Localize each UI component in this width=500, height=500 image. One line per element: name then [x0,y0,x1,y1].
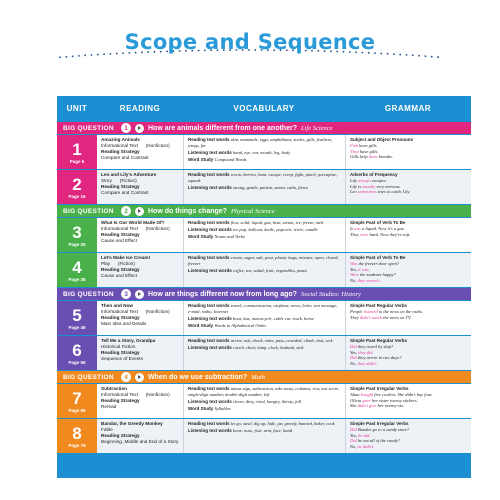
vocabulary-label: Reading text words [188,255,230,260]
grammar-cell [345,253,471,287]
vocabulary-words: hand, eye, ear, mouth, leg, body [233,149,291,155]
reading-cell [97,253,183,287]
vocabulary-words: flow, solid, liquid, gas, heat, steam, ice, freeze, melt [230,220,324,225]
grammar-title: Simple Past Irregular Verbs [350,421,409,426]
grammar-highlight: Fish [350,142,359,148]
vocabulary-label: Listening text words [188,398,232,404]
grammar-text: very nervous. [375,183,401,189]
unit-row [57,253,471,287]
unit-page: Page 36 [68,276,86,282]
vocabulary-line [188,255,342,266]
reading-strategy: Cause and Effect [101,237,137,243]
reading-title: Subtraction [101,386,128,391]
header-vocabulary: VOCABULARY [233,103,295,113]
vocabulary-words: Words in Alphabetical Order [214,322,267,328]
vocabulary-line [188,323,342,329]
reading-strategy: Sequence of Events [101,355,143,361]
vocabulary-label: Word Study [188,322,214,328]
big-question-number: 2 [121,206,131,216]
reading-title: Tell Me a Story, Grandpa [101,338,156,343]
vocabulary-words: boat, bus, motorcycle, cable car, truck, horse [233,315,314,321]
vocabulary-words: arrive, ask, check, enter, pass, crowded, climb, visit, sick [230,338,333,343]
arc-dot [65,56,67,58]
grammar-text: Yes, [350,266,359,272]
vocabulary-label: Reading text words [188,303,230,308]
vocabulary-label: Listening text words [188,149,232,155]
grammar-cell [345,170,471,204]
vocabulary-line [188,157,342,163]
grammar-highlight: They [350,148,359,154]
big-question-text: How are animals different from one another? [148,124,297,132]
grammar-example [350,154,468,160]
grammar-text: have gills. [358,142,378,148]
grammar-example [350,361,468,367]
grammar-text: the freezer door open? [357,260,400,266]
unit-number-cell [57,135,97,169]
vocabulary-words: Syllables [214,405,231,411]
unit-number-cell [57,419,97,453]
grammar-text: People [350,308,364,314]
grammar-highlight: Were [350,272,359,278]
vocabulary-cell [183,301,345,335]
play-icon[interactable] [135,290,144,299]
vocabulary-label: Reading text words [188,421,230,426]
header-reading: READING [119,103,161,113]
grammar-highlight: always [358,177,371,183]
big-question-bar [57,122,471,134]
vocabulary-words: Nouns and Verbs [214,234,245,240]
grammar-highlight: sometimes [357,189,377,195]
grammar-text: Yes, [350,349,359,355]
big-question-subject: Physical Science [230,207,275,215]
reading-strategy-label: Reading Strategy [101,183,140,189]
grammar-highlight: were [359,231,369,237]
reading-strategy-label: Reading Strategy [101,266,140,272]
arc-dot [425,55,427,57]
big-question-label: BIG QUESTION [63,373,114,381]
reading-strategy-label: Reading Strategy [101,432,140,438]
vocabulary-words: strong, gentle, patient, smart, calm, fierce [233,184,309,190]
grammar-highlight: gave [362,397,371,403]
vocabulary-words: let go, steal, dig up, hide, jar, greedy, banned, baker, cook [230,421,335,426]
grammar-cell [345,336,471,370]
unit-number: 8 [72,423,82,443]
vocabulary-line [188,406,342,412]
vocabulary-label: Reading text words [188,172,230,177]
big-question-bar [57,371,471,383]
vocabulary-line [188,316,342,322]
grammar-title: Simple Past Regular Verbs [350,303,408,308]
reading-strategy-label: Reading Strategy [101,314,140,320]
grammar-text: have gills. [358,148,379,154]
vocabulary-cell [183,384,345,418]
reading-genre: Play (Fiction) [101,260,135,266]
reading-genre: Informational Text (Nonfiction) [101,308,170,314]
play-icon[interactable] [135,373,144,382]
reading-cell [97,135,183,169]
play-icon[interactable] [135,124,144,133]
vocabulary-label: Listening text words [188,345,232,351]
vocabulary-words: bone, nose, foot, arm, face, hand [233,428,293,434]
vocabulary-line [188,150,342,156]
vocabulary-label: Word Study [188,405,214,411]
arc-dot [412,54,414,56]
page-title: Scope and Sequence [124,30,376,54]
grammar-cell [345,419,471,453]
vocabulary-words: cream, sugar, salt, pour, plastic bags, mixture, open, closed, freezer [188,255,339,266]
reading-strategy-label: Reading Strategy [101,397,140,403]
reading-genre: Historical Fiction [101,343,136,349]
grammar-text: Alma [350,391,361,397]
grammar-highlight: didn't give [357,403,377,409]
grammar-highlight: he did. [358,432,371,438]
arc-dot [418,55,420,57]
grammar-highlight: they didn't. [357,361,378,367]
arc-dot [84,55,86,57]
grammar-highlight: he didn't. [357,444,375,450]
big-question-bar [57,288,471,300]
grammar-text: Lily is [350,183,363,189]
unit-number: 4 [72,257,82,277]
reading-strategy-label: Reading Strategy [101,148,140,154]
grammar-title: Subject and Object Pronouns [350,137,414,142]
grammar-text: escapes. [370,177,387,183]
grammar-text: hard. Now they're soft. [368,231,411,237]
unit-page: Page 46 [68,324,86,330]
grammar-text: five cookies. She didn't buy four. [373,391,433,397]
grammar-highlight: was [353,225,361,231]
vocabulary-words: coffee, tea, salad, fruit, vegetables, pasta [233,267,307,273]
vocabulary-line [188,234,342,240]
grammar-text: Olivia [350,397,363,403]
unit-number-cell [57,218,97,252]
vocabulary-label: Reading text words [188,220,230,225]
table-header [57,96,471,120]
big-question-number: 1 [121,123,131,133]
unit-page: Page 66 [68,407,86,413]
reading-strategy: Reread [101,403,117,409]
unit-number-cell [57,253,97,287]
reading-cell [97,384,183,418]
unit-page: Page 16 [68,193,86,199]
reading-strategy: Compare and Contrast [101,154,149,160]
reading-genre: Informational Text (Nonfiction) [101,142,170,148]
reading-title: Leo and Lily's Adventure [101,172,157,177]
big-question-label: BIG QUESTION [63,124,114,132]
grammar-text: They [350,314,360,320]
reading-strategy: Main Idea and Details [101,320,147,326]
vocabulary-cell [183,336,345,370]
reading-strategy-label: Reading Strategy [101,231,140,237]
header-grammar: GRAMMAR [384,103,432,113]
vocabulary-cell [183,170,345,204]
play-icon[interactable] [135,207,144,216]
grammar-cell [345,301,471,335]
arc-dot [406,54,408,56]
grammar-highlight: usually [362,183,376,189]
grammar-highlight: they weren't. [357,278,381,284]
vocabulary-line [188,220,342,226]
reading-cell [97,301,183,335]
grammar-highlight: didn't watch [359,314,382,320]
vocabulary-label: Reading text words [188,137,230,142]
grammar-highlight: it was. [358,266,370,272]
grammar-cell [345,135,471,169]
big-question-subject: Life Science [300,124,333,132]
grammar-example [350,232,468,238]
vocabulary-words: couch, chair, lamp, clock, bathtub, sink [233,345,304,351]
grammar-text: No, [350,361,358,367]
unit-number: 1 [72,139,82,159]
reading-title: Amazing Animals [101,137,140,142]
grammar-highlight: Did [350,438,357,444]
grammar-cell [345,218,471,252]
grammar-highlight: they did. [358,349,374,355]
big-question-text: How are things different now from long ago? [148,290,297,298]
vocabulary-label: Listening text words [188,428,232,434]
grammar-text: No, [350,278,358,284]
unit-number: 7 [72,388,82,408]
vocabulary-words: minus sign, subtraction, take away, columns, row, test score, single-digit number, double-digit number, left [188,386,340,397]
vocabulary-cell [183,419,345,453]
unit-number-cell [57,301,97,335]
grammar-text: It [350,225,354,231]
vocabulary-cell [183,218,345,252]
grammar-title: Simple Past of Verb To Be [350,220,406,225]
grammar-text: they arrive in two days? [356,355,402,361]
unit-page: Page 56 [68,359,86,365]
reading-title: Bandar, the Greedy Monkey [101,421,163,426]
big-question-number: 3 [121,289,131,299]
unit-row [57,170,471,204]
vocabulary-cell [183,253,345,287]
grammar-text: her twenty-six. [376,403,405,409]
vocabulary-label: Reading text words [188,386,230,391]
big-question-bar [57,205,471,217]
grammar-highlight: Did [350,355,357,361]
grammar-text: Bandar go to a candy store? [356,426,410,432]
vocabulary-words: Compound Words [214,156,247,162]
grammar-example [350,315,468,321]
reading-strategy: Beginning, Middle and End of a Story [101,438,179,444]
grammar-title: Simple Past of Verb To Be [350,255,406,260]
big-question-text: When do we use subtraction? [148,373,248,381]
grammar-text: the students happy? [358,272,396,278]
vocabulary-label: Word Study [188,156,214,162]
grammar-text: tries to catch Lily. [376,189,411,195]
reading-genre: Fable [101,426,113,432]
grammar-text: her sister twenty stickers. [370,397,418,403]
grammar-text: the news on TV. [381,314,412,320]
grammar-text: a liquid. Now it's a gas. [360,225,405,231]
big-question-subject: Math [251,373,265,381]
grammar-highlight: Did [350,426,357,432]
grammar-title: Adverbs of Frequency [350,172,398,177]
vocabulary-line [188,345,342,351]
grammar-text: Gills help [350,154,369,160]
grammar-example [350,189,468,195]
unit-number: 2 [72,174,82,194]
grammar-text: Yes, [350,432,359,438]
vocabulary-label: Reading text words [188,338,230,343]
grammar-highlight: Was [350,260,358,266]
arc-dot [72,55,74,57]
arc-dot [437,56,439,58]
vocabulary-line [188,268,342,274]
unit-number-cell [57,384,97,418]
reading-cell [97,218,183,252]
reading-cell [97,419,183,453]
grammar-highlight: them [368,154,378,160]
vocabulary-line [188,137,342,148]
unit-page: Page 6 [69,158,85,164]
reading-cell [97,336,183,370]
grammar-example [350,403,468,409]
grammar-text: She [350,403,358,409]
unit-number: 3 [72,222,82,242]
vocabulary-words: travel, communication, airplane, news, letter, text message, e-mail, radio, Internet [188,303,338,314]
reading-title: Let's Make Ice Cream! [101,255,151,260]
arc-dot [91,54,93,56]
reading-title: What Is Our World Made Of? [101,220,165,225]
unit-row [57,419,471,453]
unit-row [57,336,471,370]
grammar-text: they travel by ship? [356,343,394,349]
big-question-text: How do things change? [148,207,227,215]
grammar-cell [345,384,471,418]
arc-dot [97,54,99,56]
grammar-text: No, [350,444,358,450]
vocabulary-label: Word Study [188,234,214,240]
unit-row [57,384,471,418]
title-area [0,0,500,88]
unit-page: Page 76 [68,442,86,448]
vocabulary-line [188,421,342,427]
unit-row [57,301,471,335]
unit-page: Page 26 [68,241,86,247]
vocabulary-words: skin, mammals, eggs, amphibians, scales, gills, feathers, wings, fur [188,137,333,148]
reading-strategy-label: Reading Strategy [101,349,140,355]
unit-row [57,135,471,169]
vocabulary-label: Listening text words [188,267,232,273]
big-question-number: 4 [121,372,131,382]
reading-title: Then and Now [101,303,134,308]
big-question-label: BIG QUESTION [63,207,114,215]
grammar-title: Simple Past Regular Verbs [350,338,408,343]
vocabulary-line [188,399,342,405]
grammar-title: Simple Past Irregular Verbs [350,386,409,391]
big-question-label: BIG QUESTION [63,290,114,298]
unit-row [57,218,471,252]
vocabulary-line [188,303,342,314]
reading-cell [97,170,183,204]
vocabulary-line [188,428,342,434]
scope-table [57,96,471,478]
vocabulary-label: Listening text words [188,227,232,233]
unit-number: 6 [72,340,82,360]
vocabulary-words: clever, dirty, tired, hungry, thirsty, full [233,398,302,404]
vocabulary-line [188,338,342,344]
grammar-example [350,444,468,450]
unit-number-cell [57,336,97,370]
vocabulary-cell [183,135,345,169]
reading-strategy: Cause and Effect [101,272,137,278]
vocabulary-label: Listening text words [188,184,232,190]
vocabulary-line [188,172,342,183]
grammar-example [350,278,468,284]
vocabulary-line [188,185,342,191]
grammar-text: They [350,231,360,237]
big-question-subject: Social Studies: History [300,290,361,298]
grammar-text: Lily [350,177,359,183]
reading-strategy: Compare and Contrast [101,189,149,195]
header-unit: UNIT [66,103,88,113]
grammar-highlight: listened [363,308,378,314]
vocabulary-label: Listening text words [188,315,232,321]
grammar-text: to the news on the radio. [377,308,424,314]
vocabulary-words: ice pop, balloon, kettle, popcorn, icicle, candle [233,227,318,233]
grammar-text: Leo [350,189,358,195]
vocabulary-line [188,227,342,233]
vocabulary-words: worm, berries, hunt, escape, creep, fight, pinch, porcupine, squeak [188,172,338,183]
unit-number: 5 [72,305,82,325]
reading-genre: Informational Text (Nonfiction) [101,391,170,397]
vocabulary-line [188,386,342,397]
reading-genre: Informational Text (Nonfiction) [101,225,170,231]
grammar-text: he eat all of the candy? [356,438,400,444]
unit-number-cell [57,170,97,204]
grammar-highlight: Did [350,343,357,349]
reading-genre: Story (Fiction) [101,177,137,183]
arc-dot [78,55,80,57]
grammar-highlight: bought [360,391,374,397]
arc-dot [431,56,433,58]
grammar-text: breathe. [377,154,394,160]
arc-dot [59,56,61,58]
